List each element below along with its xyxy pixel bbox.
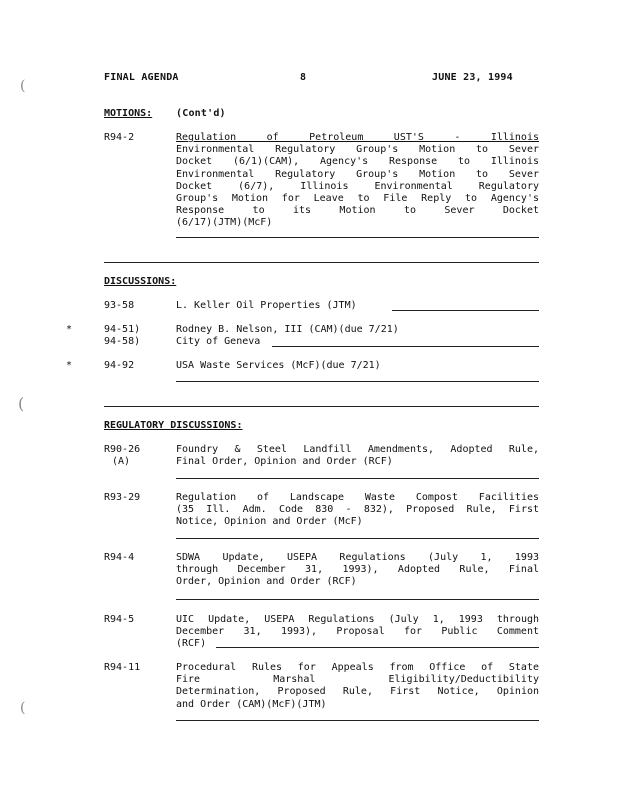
motions-subheading: (Cont'd) — [176, 108, 226, 119]
description-line: Environmental Regulatory Group's Motion to Sever — [176, 144, 539, 156]
item-description — [176, 132, 539, 230]
item-description: L. Keller Oil Properties (JTM) — [176, 300, 357, 311]
description-line: SDWA Update, USEPA Regulations (July 1, 1993 — [176, 552, 539, 563]
priority-star: * — [66, 360, 73, 371]
description-line: Environmental Regulatory Group's Motion to Sever — [176, 168, 539, 180]
description-line: (35 Ill. Adm. Code 830 - 832), Proposed Rule, First — [176, 504, 539, 516]
agenda-title: FINAL AGENDA — [104, 72, 179, 83]
description-line: Foundry & Steel Landfill Amendments, Adopted Rule, — [176, 444, 539, 455]
description-line: Docket (6/1)(CAM), Agency's Response to Illinois — [176, 156, 539, 168]
description-line: through December 31, 1993), Adopted Rule, Final — [176, 564, 539, 576]
item-description — [176, 614, 539, 651]
description-line: Docket (6/7), Illinois Environmental Regulatory — [176, 180, 539, 192]
item-number: R90-26 — [104, 444, 141, 455]
signature-line — [176, 720, 539, 721]
item-number: 93-58 — [104, 300, 135, 311]
item-number: 94-58) — [104, 336, 141, 347]
item-description: Rodney B. Nelson, III (CAM)(due 7/21) — [176, 324, 399, 335]
item-number: R93-29 — [104, 492, 141, 503]
signature-line — [176, 381, 539, 382]
item-description: City of Geneva — [176, 336, 261, 347]
description-line: Order, Opinion and Order (RCF) — [176, 576, 357, 588]
item-number: R94-4 — [104, 552, 135, 563]
item-number: R94-5 — [104, 614, 135, 625]
item-description — [176, 662, 539, 711]
description-line: Regulation of Petroleum UST'S - Illinois — [176, 132, 539, 143]
section-divider — [104, 262, 539, 263]
description-line: Fire Marshal Eligibility/Deductibility — [176, 674, 539, 686]
signature-line — [216, 647, 539, 648]
item-subnumber: (A) — [112, 456, 131, 467]
item-number: R94-11 — [104, 662, 141, 673]
signature-line — [176, 237, 539, 238]
signature-line — [176, 538, 539, 539]
signature-line — [392, 310, 539, 311]
description-line: Final Order, Opinion and Order (RCF) — [176, 456, 393, 468]
item-description — [176, 444, 539, 468]
description-line: Notice, Opinion and Order (McF) — [176, 516, 363, 528]
section-divider — [104, 406, 539, 407]
description-line: Determination, Proposed Rule, First Notice, Opinion — [176, 686, 539, 698]
signature-line — [176, 478, 539, 479]
scan-mark: ( — [20, 78, 26, 94]
description-line: December 31, 1993), Proposal for Public Comment — [176, 626, 539, 638]
description-line: Group's Motion for Leave to File Reply to Agency's — [176, 193, 539, 205]
description-line: (RCF) — [176, 638, 207, 650]
scan-mark: ( — [18, 394, 25, 413]
item-description: USA Waste Services (McF)(due 7/21) — [176, 360, 381, 371]
item-number: 94-51) — [104, 324, 141, 335]
signature-line — [272, 346, 539, 347]
signature-line — [176, 599, 539, 600]
item-number: 94-92 — [104, 360, 135, 371]
description-line: and Order (CAM)(McF)(JTM) — [176, 698, 327, 710]
agenda-date: JUNE 23, 1994 — [432, 72, 513, 83]
discussions-heading: DISCUSSIONS: — [104, 276, 177, 287]
description-line: Response to its Motion to Sever Docket — [176, 205, 539, 217]
motions-heading: MOTIONS: — [104, 108, 153, 119]
description-line: Procedural Rules for Appeals from Office of State — [176, 662, 539, 673]
description-line: Regulation of Landscape Waste Compost Facilities — [176, 492, 539, 503]
priority-star: * — [66, 324, 73, 335]
scan-mark: ( — [20, 700, 26, 716]
page-number: 8 — [300, 72, 307, 83]
item-description — [176, 552, 539, 589]
regulatory-heading: REGULATORY DISCUSSIONS: — [104, 420, 243, 431]
description-line: (6/17)(JTM)(McF) — [176, 217, 273, 229]
description-line: UIC Update, USEPA Regulations (July 1, 1993 through — [176, 614, 539, 625]
item-number: R94-2 — [104, 132, 135, 143]
item-description — [176, 492, 539, 529]
